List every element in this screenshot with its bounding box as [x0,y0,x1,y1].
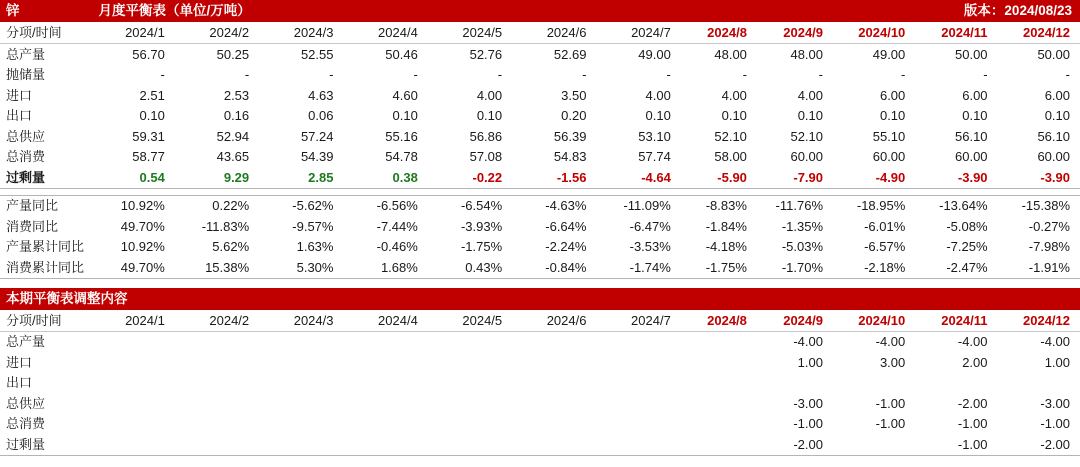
cell: 6.00 [962,87,988,103]
cell: 5.62% [212,239,250,255]
cell: -1.00 [1040,416,1070,432]
cell: 54.83 [553,149,587,165]
cell: 50.00 [1037,46,1070,62]
cell: 0.10 [139,108,165,124]
col-header-2024-6: 2024/6 [512,22,596,44]
cell: -1.91% [1028,259,1070,275]
cell [757,373,833,394]
cell: -3.90 [1040,169,1070,185]
cell: 48.00 [714,46,747,62]
cell [681,393,757,414]
cell [343,393,427,414]
col-header-2024-9: 2024/9 [757,22,833,44]
col-header-2024-2: 2024/2 [175,310,259,332]
adjust-title: 本期平衡表调整内容 [0,288,1080,310]
cell: -7.98% [1028,239,1070,255]
cell: 60.00 [955,149,988,165]
table-row [0,106,1080,127]
cell [833,373,915,394]
table-row [0,393,1080,414]
col-header-2024-11: 2024/11 [915,22,997,44]
cell: -1.74% [629,259,671,275]
cell [259,331,343,352]
cell: -18.95% [856,198,906,214]
col-header-2024-12: 2024/12 [998,310,1080,332]
row-label: 消费同比 [6,218,59,234]
cell: 50.46 [385,46,418,62]
cell: 15.38% [205,259,250,275]
commodity-name: 锌 [0,0,91,22]
cell [91,352,175,373]
table-row [0,216,1080,237]
cell: 57.08 [469,149,503,165]
cell: 0.20 [561,108,587,124]
cell: 0.54 [139,169,165,185]
title-bar [0,0,1080,22]
cell: 4.63 [308,87,334,103]
cell: -15.38% [1021,198,1070,214]
cell: 52.69 [553,46,587,62]
row-label: 总产量 [6,334,46,350]
cell: -13.64% [939,198,988,214]
row-label: 过剩量 [6,169,46,185]
cell: 59.31 [132,128,165,144]
cell [512,373,596,394]
cell: -0.84% [545,259,587,275]
col-header-2024-1: 2024/1 [91,310,175,332]
col-header-2024-6: 2024/6 [512,310,596,332]
cell [681,373,757,394]
cell: -1.35% [781,218,824,234]
col-header-2024-4: 2024/4 [343,310,427,332]
cell: -7.25% [946,239,988,255]
cell: -1.75% [705,259,747,275]
cell: 2.00 [962,354,988,370]
cell: 0.43% [465,259,503,275]
table-row [0,65,1080,86]
cell [998,373,1080,394]
cell: 52.94 [216,128,250,144]
cell: 1.68% [380,259,418,275]
cell: - [497,67,503,83]
row-label: 进口 [6,87,33,103]
cell [343,331,427,352]
cell: -1.70% [781,259,824,275]
cell: 2.85 [308,169,334,185]
cell: 48.00 [790,46,824,62]
cell [512,352,596,373]
col-header-2024-3: 2024/3 [259,310,343,332]
cell: 4.00 [797,87,824,103]
cell: -4.00 [793,334,823,350]
cell [259,373,343,394]
row-label: 产量同比 [6,198,59,214]
cell: -2.24% [545,239,587,255]
cell [428,331,512,352]
cell: 55.10 [872,128,906,144]
cell: - [742,67,747,83]
row-label: 出口 [6,375,33,391]
cell: 1.00 [797,354,823,370]
col-header-2024-10: 2024/10 [833,310,915,332]
row-label: 出口 [6,108,33,124]
cell: 6.00 [879,87,906,103]
cell: 3.00 [879,354,906,370]
cell: 0.38 [392,169,418,185]
cell: 60.00 [790,149,824,165]
section-gap [0,279,1080,288]
cell: -6.01% [864,218,906,234]
cell: 58.77 [132,149,165,165]
cell: 55.16 [385,128,418,144]
row-label: 抛储量 [6,67,46,83]
cell: 1.63% [296,239,334,255]
cell: - [244,67,250,83]
cell: -2.47% [946,259,988,275]
cell: 2.53 [223,87,250,103]
cell: -2.00 [793,436,823,452]
col-header-2024-12: 2024/12 [998,22,1080,44]
row-label: 总产量 [6,46,46,62]
col-header-2024-2: 2024/2 [175,22,259,44]
table-row [0,331,1080,352]
cell: -1.75% [460,239,503,255]
cell: -5.03% [781,239,824,255]
row-label: 总消费 [6,416,46,432]
cell: -3.90 [957,169,988,185]
row-divider [0,188,1080,195]
cell [596,373,680,394]
row-label: 总消费 [6,149,46,165]
cell: -6.54% [460,198,503,214]
cell [175,393,259,414]
table-row [0,352,1080,373]
table-row [0,434,1080,455]
cell: -7.44% [376,218,418,234]
cell: 4.00 [721,87,747,103]
cell [833,434,915,455]
cell [512,434,596,455]
version-label: 版本：2024/08/23 [681,0,1080,22]
cell: 1.00 [1044,354,1070,370]
cell [175,373,259,394]
cell: -4.00 [957,334,988,350]
cell [343,373,427,394]
cell: 60.00 [1037,149,1070,165]
cell [596,434,680,455]
cell: 50.25 [216,46,250,62]
cell: -1.00 [957,416,988,432]
cell: 52.55 [300,46,334,62]
cell: -6.57% [864,239,906,255]
cell: 54.39 [300,149,334,165]
cell: 0.10 [797,108,824,124]
table-row [0,373,1080,394]
cell: -2.18% [864,259,906,275]
cell: 3.50 [561,87,587,103]
cell [91,434,175,455]
cell: -5.90 [717,169,747,185]
adjust-column-header-row [0,310,1080,332]
cell: -3.93% [460,218,503,234]
table-row [0,44,1080,65]
cell: 53.10 [638,128,671,144]
row-label: 消费累计同比 [6,259,85,275]
table-row [0,257,1080,278]
cell: -11.83% [201,218,250,234]
cell: 4.00 [476,87,503,103]
cell: 5.30% [296,259,334,275]
cell: -9.57% [292,218,334,234]
cell: -5.62% [292,198,334,214]
cell: 52.76 [469,46,503,62]
cell [175,352,259,373]
cell: 56.10 [955,128,988,144]
cell [91,331,175,352]
cell: -4.00 [875,334,906,350]
cell: 0.10 [476,108,503,124]
cell [428,393,512,414]
table-row [0,147,1080,168]
cell: 57.74 [638,149,671,165]
row-label: 总供应 [6,128,46,144]
cell: 43.65 [216,149,250,165]
cell: -4.90 [875,169,906,185]
cell [428,352,512,373]
cell: -0.22 [472,169,503,185]
table-row [0,126,1080,147]
cell [259,414,343,435]
cell: -1.00 [957,436,988,452]
cell: 57.24 [300,128,334,144]
col-header-2024-1: 2024/1 [91,22,175,44]
table-row-surplus [0,167,1080,188]
col-header-2024-5: 2024/5 [428,310,512,332]
cell [259,352,343,373]
row-label: 产量累计同比 [6,239,85,255]
table-row [0,414,1080,435]
cell [259,393,343,414]
cell [512,393,596,414]
col-header-2024-8: 2024/8 [681,22,757,44]
row-label: 总供应 [6,395,46,411]
cell: 0.10 [1044,108,1070,124]
cell: -4.64 [641,169,671,185]
cell: - [983,67,988,83]
cell: 2.51 [139,87,165,103]
cell: -3.53% [629,239,671,255]
cell [596,414,680,435]
row-label: 进口 [6,354,33,370]
cell: 4.60 [392,87,418,103]
cell [596,352,680,373]
cell [428,414,512,435]
cell: 49.70% [120,259,165,275]
cell: -0.46% [376,239,418,255]
cell [681,434,757,455]
cell: - [160,67,165,83]
cell: 58.00 [714,149,747,165]
cell [343,414,427,435]
column-header-row [0,22,1080,44]
cell [175,331,259,352]
cell: 52.10 [790,128,824,144]
cell: 49.00 [638,46,671,62]
cell [512,331,596,352]
cell: -7.90 [793,169,824,185]
cell: 9.29 [223,169,250,185]
col-header-2024-10: 2024/10 [833,22,915,44]
cell [91,414,175,435]
cell: - [666,67,671,83]
cell: 56.39 [553,128,587,144]
cell: -4.18% [705,239,747,255]
cell: -1.00 [875,416,906,432]
cell: -8.83% [705,198,747,214]
cell: -1.00 [875,395,906,411]
adjust-table [0,288,1080,456]
page-title: 月度平衡表（单位/万吨） [91,0,681,22]
cell: 60.00 [872,149,906,165]
cell: 52.10 [714,128,747,144]
cell: -1.84% [705,218,747,234]
cell [343,434,427,455]
adjust-title-bar [0,288,1080,310]
cell: 0.06 [308,108,334,124]
cell [596,393,680,414]
row-label-header: 分项/时间 [0,22,91,44]
cell: -5.08% [946,218,988,234]
table-row [0,195,1080,216]
cell: -1.00 [793,416,823,432]
row-label: 过剩量 [6,436,46,452]
cell: 6.00 [1044,87,1070,103]
cell [175,414,259,435]
cell: -6.56% [376,198,418,214]
col-header-2024-8: 2024/8 [681,310,757,332]
cell: - [1065,67,1070,83]
cell: 10.92% [120,198,165,214]
cell: 0.10 [645,108,671,124]
cell [681,331,757,352]
cell: 50.00 [955,46,988,62]
cell: -11.76% [775,198,824,214]
cell [596,331,680,352]
col-header-2024-11: 2024/11 [915,310,997,332]
cell: 49.70% [120,218,165,234]
col-header-2024-5: 2024/5 [428,22,512,44]
cell: 54.78 [385,149,418,165]
col-header-2024-7: 2024/7 [596,22,680,44]
cell [428,373,512,394]
cell: 4.00 [645,87,671,103]
cell [428,434,512,455]
cell: - [818,67,824,83]
table-row [0,85,1080,106]
cell: 56.10 [1037,128,1070,144]
cell: - [900,67,906,83]
cell: -11.09% [623,198,671,214]
cell: 56.86 [469,128,503,144]
cell [91,373,175,394]
cell [175,434,259,455]
cell [259,434,343,455]
cell: -1.56 [556,169,587,185]
cell: 0.22% [212,198,250,214]
cell [343,352,427,373]
cell: 0.10 [721,108,747,124]
cell: 0.10 [392,108,418,124]
adjust-bottom-rule [0,455,1080,456]
cell: -4.63% [545,198,587,214]
cell: - [413,67,418,83]
cell: -4.00 [1040,334,1070,350]
col-header-2024-7: 2024/7 [596,310,680,332]
col-header-2024-4: 2024/4 [343,22,427,44]
cell: - [582,67,587,83]
cell: -3.00 [1040,395,1070,411]
table-row [0,237,1080,258]
cell: 0.10 [879,108,906,124]
row-label-header: 分项/时间 [0,310,91,332]
cell [91,393,175,414]
cell [681,414,757,435]
cell [512,414,596,435]
cell: -2.00 [1040,436,1070,452]
cell: 0.16 [223,108,250,124]
cell: -6.47% [629,218,671,234]
cell: -3.00 [793,395,823,411]
cell: 0.10 [962,108,988,124]
cell: -2.00 [957,395,988,411]
cell: -6.64% [545,218,587,234]
cell: 49.00 [872,46,906,62]
cell [915,373,997,394]
col-header-2024-9: 2024/9 [757,310,833,332]
cell: 10.92% [120,239,165,255]
cell: 56.70 [132,46,165,62]
cell: -0.27% [1028,218,1070,234]
cell: - [329,67,334,83]
cell [681,352,757,373]
col-header-2024-3: 2024/3 [259,22,343,44]
